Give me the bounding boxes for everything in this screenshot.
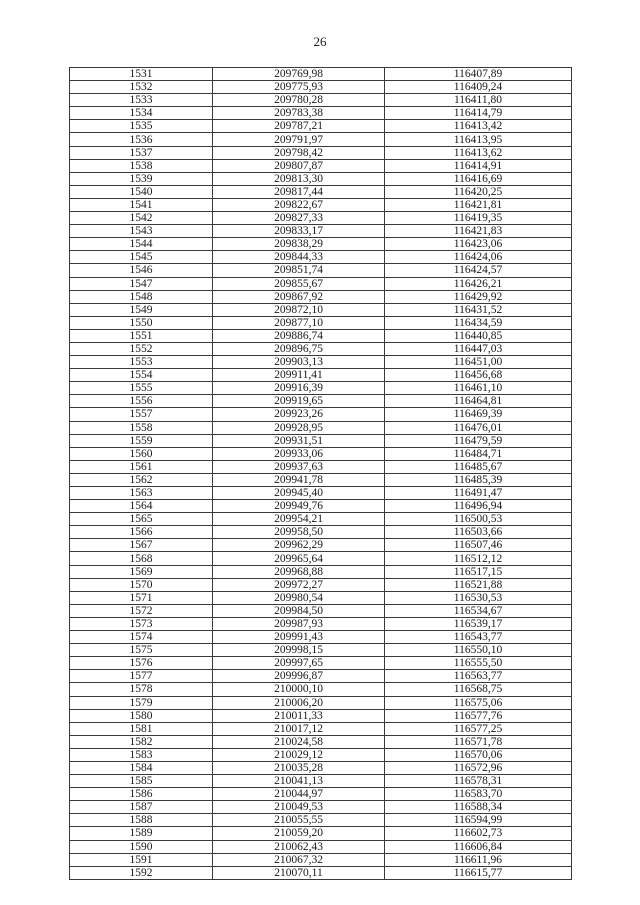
x-coordinate-cell: 210029,12 [213, 748, 385, 761]
table-row [70, 722, 572, 735]
y-coordinate-cell: 116414,79 [385, 107, 572, 120]
point-number-cell: 1555 [70, 382, 213, 395]
table-row [70, 761, 572, 774]
y-coordinate-cell: 116611,96 [385, 853, 572, 866]
point-number-cell: 1571 [70, 591, 213, 604]
table-row [70, 408, 572, 421]
x-coordinate-cell: 209945,40 [213, 487, 385, 500]
x-coordinate-cell: 210059,20 [213, 827, 385, 840]
y-coordinate-cell: 116568,75 [385, 683, 572, 696]
x-coordinate-cell: 210000,10 [213, 683, 385, 696]
y-coordinate-cell: 116563,77 [385, 670, 572, 683]
table-row [70, 81, 572, 94]
table-row [70, 238, 572, 251]
x-coordinate-cell: 209997,65 [213, 657, 385, 670]
x-coordinate-cell: 209780,28 [213, 94, 385, 107]
y-coordinate-cell: 116447,03 [385, 342, 572, 355]
x-coordinate-cell: 209996,87 [213, 670, 385, 683]
x-coordinate-cell: 209877,10 [213, 316, 385, 329]
table-row [70, 185, 572, 198]
y-coordinate-cell: 116512,12 [385, 552, 572, 565]
point-number-cell: 1541 [70, 198, 213, 211]
y-coordinate-cell: 116407,89 [385, 68, 572, 81]
point-number-cell: 1537 [70, 146, 213, 159]
y-coordinate-cell: 116578,31 [385, 775, 572, 788]
x-coordinate-cell: 209903,13 [213, 356, 385, 369]
point-number-cell: 1559 [70, 434, 213, 447]
y-coordinate-cell: 116543,77 [385, 631, 572, 644]
table-row [70, 604, 572, 617]
point-number-cell: 1547 [70, 277, 213, 290]
point-number-cell: 1576 [70, 657, 213, 670]
y-coordinate-cell: 116426,21 [385, 277, 572, 290]
x-coordinate-cell: 209813,30 [213, 172, 385, 185]
point-number-cell: 1563 [70, 487, 213, 500]
y-coordinate-cell: 116577,25 [385, 722, 572, 735]
table-row [70, 644, 572, 657]
x-coordinate-cell: 209791,97 [213, 133, 385, 146]
x-coordinate-cell: 210070,11 [213, 866, 385, 879]
y-coordinate-cell: 116602,73 [385, 827, 572, 840]
y-coordinate-cell: 116479,59 [385, 434, 572, 447]
table-row [70, 513, 572, 526]
x-coordinate-cell: 209987,93 [213, 617, 385, 630]
point-number-cell: 1540 [70, 185, 213, 198]
x-coordinate-cell: 209787,21 [213, 120, 385, 133]
table-row [70, 277, 572, 290]
y-coordinate-cell: 116421,81 [385, 198, 572, 211]
point-number-cell: 1561 [70, 460, 213, 473]
table-row [70, 657, 572, 670]
x-coordinate-cell: 210044,97 [213, 788, 385, 801]
x-coordinate-cell: 209844,33 [213, 251, 385, 264]
y-coordinate-cell: 116594,99 [385, 814, 572, 827]
y-coordinate-cell: 116416,69 [385, 172, 572, 185]
y-coordinate-cell: 116476,01 [385, 421, 572, 434]
point-number-cell: 1549 [70, 303, 213, 316]
y-coordinate-cell: 116409,24 [385, 81, 572, 94]
point-number-cell: 1558 [70, 421, 213, 434]
point-number-cell: 1590 [70, 840, 213, 853]
x-coordinate-cell: 209954,21 [213, 513, 385, 526]
table-row [70, 631, 572, 644]
table-row [70, 303, 572, 316]
point-number-cell: 1533 [70, 94, 213, 107]
point-number-cell: 1585 [70, 775, 213, 788]
x-coordinate-cell: 209783,38 [213, 107, 385, 120]
point-number-cell: 1567 [70, 539, 213, 552]
x-coordinate-cell: 209941,78 [213, 473, 385, 486]
x-coordinate-cell: 210035,28 [213, 761, 385, 774]
y-coordinate-cell: 116413,62 [385, 146, 572, 159]
point-number-cell: 1548 [70, 290, 213, 303]
point-number-cell: 1536 [70, 133, 213, 146]
y-coordinate-cell: 116419,35 [385, 212, 572, 225]
point-number-cell: 1545 [70, 251, 213, 264]
point-number-cell: 1578 [70, 683, 213, 696]
y-coordinate-cell: 116434,59 [385, 316, 572, 329]
x-coordinate-cell: 209919,65 [213, 395, 385, 408]
table-row [70, 460, 572, 473]
x-coordinate-cell: 209886,74 [213, 329, 385, 342]
table-row [70, 447, 572, 460]
x-coordinate-cell: 209769,98 [213, 68, 385, 81]
y-coordinate-cell: 116517,15 [385, 565, 572, 578]
table-row [70, 539, 572, 552]
y-coordinate-cell: 116572,96 [385, 761, 572, 774]
y-coordinate-cell: 116555,50 [385, 657, 572, 670]
y-coordinate-cell: 116491,47 [385, 487, 572, 500]
y-coordinate-cell: 116484,71 [385, 447, 572, 460]
coordinates-table [69, 67, 572, 880]
point-number-cell: 1556 [70, 395, 213, 408]
point-number-cell: 1552 [70, 342, 213, 355]
point-number-cell: 1579 [70, 696, 213, 709]
x-coordinate-cell: 210067,32 [213, 853, 385, 866]
point-number-cell: 1534 [70, 107, 213, 120]
y-coordinate-cell: 116424,06 [385, 251, 572, 264]
table-row [70, 801, 572, 814]
x-coordinate-cell: 209958,50 [213, 526, 385, 539]
x-coordinate-cell: 209962,29 [213, 539, 385, 552]
table-row [70, 473, 572, 486]
table-row [70, 591, 572, 604]
point-number-cell: 1570 [70, 578, 213, 591]
x-coordinate-cell: 209937,63 [213, 460, 385, 473]
x-coordinate-cell: 210017,12 [213, 722, 385, 735]
table-row [70, 107, 572, 120]
y-coordinate-cell: 116440,85 [385, 329, 572, 342]
table-row [70, 290, 572, 303]
point-number-cell: 1592 [70, 866, 213, 879]
y-coordinate-cell: 116485,67 [385, 460, 572, 473]
y-coordinate-cell: 116420,25 [385, 185, 572, 198]
x-coordinate-cell: 210041,13 [213, 775, 385, 788]
x-coordinate-cell: 209798,42 [213, 146, 385, 159]
x-coordinate-cell: 210011,33 [213, 709, 385, 722]
table-row [70, 342, 572, 355]
y-coordinate-cell: 116414,91 [385, 159, 572, 172]
x-coordinate-cell: 209827,33 [213, 212, 385, 225]
y-coordinate-cell: 116413,95 [385, 133, 572, 146]
table-row [70, 775, 572, 788]
table-row [70, 748, 572, 761]
y-coordinate-cell: 116464,81 [385, 395, 572, 408]
table-row [70, 827, 572, 840]
x-coordinate-cell: 209916,39 [213, 382, 385, 395]
point-number-cell: 1542 [70, 212, 213, 225]
table-row [70, 552, 572, 565]
x-coordinate-cell: 209998,15 [213, 644, 385, 657]
point-number-cell: 1587 [70, 801, 213, 814]
table-row [70, 709, 572, 722]
x-coordinate-cell: 209867,92 [213, 290, 385, 303]
y-coordinate-cell: 116496,94 [385, 500, 572, 513]
y-coordinate-cell: 116411,80 [385, 94, 572, 107]
table-row [70, 500, 572, 513]
table-row [70, 487, 572, 500]
point-number-cell: 1569 [70, 565, 213, 578]
table-row [70, 683, 572, 696]
table-row [70, 814, 572, 827]
point-number-cell: 1575 [70, 644, 213, 657]
table-row [70, 316, 572, 329]
y-coordinate-cell: 116423,06 [385, 238, 572, 251]
coordinates-table-body [70, 68, 572, 880]
y-coordinate-cell: 116431,52 [385, 303, 572, 316]
y-coordinate-cell: 116421,83 [385, 225, 572, 238]
x-coordinate-cell: 209949,76 [213, 500, 385, 513]
table-row [70, 617, 572, 630]
x-coordinate-cell: 209855,67 [213, 277, 385, 290]
y-coordinate-cell: 116575,06 [385, 696, 572, 709]
table-row [70, 788, 572, 801]
y-coordinate-cell: 116469,39 [385, 408, 572, 421]
table-row [70, 146, 572, 159]
point-number-cell: 1586 [70, 788, 213, 801]
y-coordinate-cell: 116521,88 [385, 578, 572, 591]
table-row [70, 264, 572, 277]
table-row [70, 198, 572, 211]
table-row [70, 866, 572, 879]
y-coordinate-cell: 116507,46 [385, 539, 572, 552]
table-row [70, 329, 572, 342]
y-coordinate-cell: 116451,00 [385, 356, 572, 369]
y-coordinate-cell: 116485,39 [385, 473, 572, 486]
table-row [70, 434, 572, 447]
point-number-cell: 1546 [70, 264, 213, 277]
point-number-cell: 1551 [70, 329, 213, 342]
table-row [70, 251, 572, 264]
x-coordinate-cell: 209807,87 [213, 159, 385, 172]
y-coordinate-cell: 116571,78 [385, 735, 572, 748]
point-number-cell: 1577 [70, 670, 213, 683]
point-number-cell: 1531 [70, 68, 213, 81]
table-row [70, 840, 572, 853]
x-coordinate-cell: 210062,43 [213, 840, 385, 853]
y-coordinate-cell: 116461,10 [385, 382, 572, 395]
x-coordinate-cell: 209817,44 [213, 185, 385, 198]
y-coordinate-cell: 116588,34 [385, 801, 572, 814]
table-row [70, 853, 572, 866]
x-coordinate-cell: 209965,64 [213, 552, 385, 565]
y-coordinate-cell: 116413,42 [385, 120, 572, 133]
y-coordinate-cell: 116456,68 [385, 369, 572, 382]
x-coordinate-cell: 209911,41 [213, 369, 385, 382]
point-number-cell: 1580 [70, 709, 213, 722]
point-number-cell: 1562 [70, 473, 213, 486]
y-coordinate-cell: 116503,66 [385, 526, 572, 539]
table-row [70, 382, 572, 395]
table-row [70, 565, 572, 578]
point-number-cell: 1543 [70, 225, 213, 238]
x-coordinate-cell: 209991,43 [213, 631, 385, 644]
point-number-cell: 1557 [70, 408, 213, 421]
point-number-cell: 1560 [70, 447, 213, 460]
table-row [70, 421, 572, 434]
table-row [70, 159, 572, 172]
point-number-cell: 1565 [70, 513, 213, 526]
y-coordinate-cell: 116570,06 [385, 748, 572, 761]
table-row [70, 133, 572, 146]
point-number-cell: 1553 [70, 356, 213, 369]
point-number-cell: 1581 [70, 722, 213, 735]
point-number-cell: 1564 [70, 500, 213, 513]
point-number-cell: 1584 [70, 761, 213, 774]
table-row [70, 94, 572, 107]
point-number-cell: 1589 [70, 827, 213, 840]
x-coordinate-cell: 209851,74 [213, 264, 385, 277]
x-coordinate-cell: 210049,53 [213, 801, 385, 814]
table-row [70, 212, 572, 225]
y-coordinate-cell: 116530,53 [385, 591, 572, 604]
point-number-cell: 1582 [70, 735, 213, 748]
table-row [70, 172, 572, 185]
y-coordinate-cell: 116606,84 [385, 840, 572, 853]
point-number-cell: 1538 [70, 159, 213, 172]
x-coordinate-cell: 209775,93 [213, 81, 385, 94]
point-number-cell: 1568 [70, 552, 213, 565]
point-number-cell: 1554 [70, 369, 213, 382]
table-row [70, 670, 572, 683]
point-number-cell: 1583 [70, 748, 213, 761]
point-number-cell: 1544 [70, 238, 213, 251]
table-row [70, 395, 572, 408]
y-coordinate-cell: 116577,76 [385, 709, 572, 722]
y-coordinate-cell: 116424,57 [385, 264, 572, 277]
point-number-cell: 1591 [70, 853, 213, 866]
y-coordinate-cell: 116583,70 [385, 788, 572, 801]
table-row [70, 369, 572, 382]
table-row [70, 735, 572, 748]
point-number-cell: 1572 [70, 604, 213, 617]
point-number-cell: 1550 [70, 316, 213, 329]
point-number-cell: 1539 [70, 172, 213, 185]
x-coordinate-cell: 209968,88 [213, 565, 385, 578]
point-number-cell: 1566 [70, 526, 213, 539]
y-coordinate-cell: 116550,10 [385, 644, 572, 657]
x-coordinate-cell: 209923,26 [213, 408, 385, 421]
x-coordinate-cell: 209896,75 [213, 342, 385, 355]
point-number-cell: 1573 [70, 617, 213, 630]
page-number: 26 [313, 34, 327, 49]
x-coordinate-cell: 210055,55 [213, 814, 385, 827]
table-row [70, 526, 572, 539]
y-coordinate-cell: 116615,77 [385, 866, 572, 879]
point-number-cell: 1535 [70, 120, 213, 133]
x-coordinate-cell: 209984,50 [213, 604, 385, 617]
table-row [70, 120, 572, 133]
x-coordinate-cell: 209822,67 [213, 198, 385, 211]
x-coordinate-cell: 209872,10 [213, 303, 385, 316]
x-coordinate-cell: 209933,06 [213, 447, 385, 460]
table-row [70, 68, 572, 81]
point-number-cell: 1588 [70, 814, 213, 827]
table-row [70, 225, 572, 238]
x-coordinate-cell: 209833,17 [213, 225, 385, 238]
table-row [70, 356, 572, 369]
x-coordinate-cell: 209931,51 [213, 434, 385, 447]
y-coordinate-cell: 116539,17 [385, 617, 572, 630]
y-coordinate-cell: 116429,92 [385, 290, 572, 303]
table-row [70, 578, 572, 591]
x-coordinate-cell: 209838,29 [213, 238, 385, 251]
x-coordinate-cell: 210024,58 [213, 735, 385, 748]
point-number-cell: 1574 [70, 631, 213, 644]
table-row [70, 696, 572, 709]
x-coordinate-cell: 209980,54 [213, 591, 385, 604]
y-coordinate-cell: 116500,53 [385, 513, 572, 526]
point-number-cell: 1532 [70, 81, 213, 94]
x-coordinate-cell: 209928,95 [213, 421, 385, 434]
y-coordinate-cell: 116534,67 [385, 604, 572, 617]
x-coordinate-cell: 209972,27 [213, 578, 385, 591]
x-coordinate-cell: 210006,20 [213, 696, 385, 709]
